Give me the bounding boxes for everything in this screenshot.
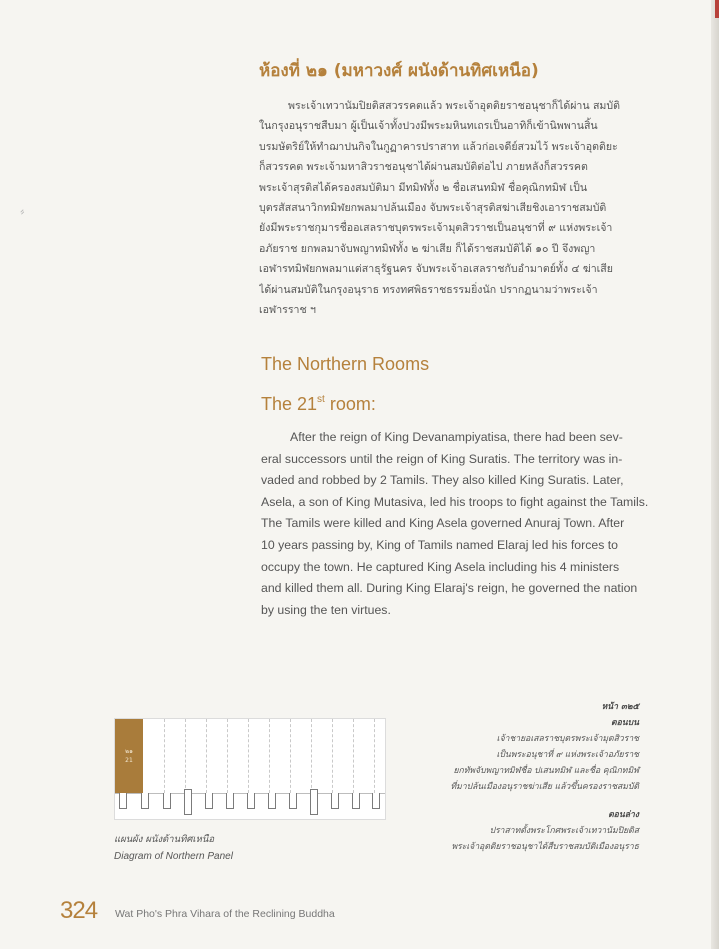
thai-line: บรมษัตริย์ให้ทำฌาปนกิจในกูฏาคารปราสาท แล้วก่อเจดีย์สวมไว้ พระเจ้าอุตติยะ [259,140,618,153]
caption-upper-heading: ตอนบน [611,718,639,728]
thai-line: เอฬารราช ฯ [259,304,317,317]
thai-line: อภัยราช ยกพลมาจับพญาทมิฬทั้ง ๒ ฆ่าเสีย ก็ได้ราชสมบัติได้ ๑๐ ปี จึงพญา [259,242,596,255]
thai-line: ก็สวรรคต พระเจ้ามหาสิวราชอนุชาได้ผ่านสมบัติต่อไป ภายหลังก็สวรรคต [259,161,588,174]
thai-line: บุตรสัสสนาวิกทมิฬยกพลมาปล้นเมือง จับพระเจ้าสุรติสฆ่าเสียชิงเอาราชสมบัติ [259,202,607,215]
english-body-text [261,427,681,621]
door [141,793,149,809]
door [289,793,297,809]
thai-line: เอฬารทมิฬยกพลมาแต่สาธุรัฐนคร จับพระเจ้าอเสลราชกับอำมาตย์ทั้ง ๔ ฆ่าเสีย [259,263,613,276]
panel-divider [290,719,291,793]
caption-line: เจ้าชายอเสลราชบุตรพระเจ้ามุตสิวราช [496,734,639,744]
thai-room-title: ห้องที่ ๒๑ (มหาวงศ์ ผนังด้านทิศเหนือ) [259,61,539,81]
thai-line: พระเจ้าสุรติสได้ครองสมบัติมา มีทมิฬทั้ง ๒ ชื่อเสนทมิฬ ชื่อคุณิกทมิฬ เป็น [259,181,588,194]
panel-divider [227,719,228,793]
page-number: 324 [60,897,98,924]
caption-line: เป็นพระอนุชาที่ ๙ แห่งพระเจ้าอภัยราช [496,750,639,760]
panel-divider [248,719,249,793]
thai-line: พระเจ้าเทวานัมปิยติสสวรรคตแล้ว พระเจ้าอุตติยราชอนุชาก็ได้ผ่าน สมบัติ [288,100,621,112]
section-title: The Northern Rooms [261,354,430,374]
caption-line: ที่มาปล้นเมืองอนุราชฆ่าเสีย แล้วขึ้นครองราชสมบัติ [450,782,639,792]
panel-divider [269,719,270,793]
running-footer-title: Wat Pho's Phra Vihara of the Reclining Buddha [115,908,335,920]
book-spine [711,0,719,949]
english-line: The Tamils were killed and King Asela governed Anuraj Town. After [261,516,625,531]
diagram-caption-english: Diagram of Northern Panel [114,851,233,862]
door [119,793,127,809]
panel-divider [206,719,207,793]
english-line: 10 years passing by, King of Tamils named Elaraj led his forces to [261,537,619,552]
door [205,793,213,809]
door [184,789,192,815]
panel-divider [185,719,186,793]
english-line: After the reign of King Devanampiyatisa, there had been sev- [290,430,623,444]
caption-line: ยกทัพจับพญาทมิฬชื่อ ปเสนทมิฬ และชื่อ คุณิกทมิฬ [453,766,639,776]
panel-divider [164,719,165,793]
thai-line: ได้ผ่านสมบัติในกรุงอนุราธ ทรงทศพิธราชธรรมยิ่งนัก ปรากฏนามว่าพระเจ้า [259,283,598,296]
diagram-caption-thai: แผนผัง ผนังด้านทิศเหนือ [114,834,215,845]
english-line: vaded and robbed by 2 Tamils. They also killed King Suratis. Later, [261,473,624,488]
room-title-suffix: room: [324,394,376,414]
thai-body-text [259,96,683,320]
caption-line: พระเจ้าอุตติยราชอนุชาได้สืบราชสมบัติเมืองอนุราธ [451,842,639,852]
english-line: by using the ten virtues. [261,602,391,617]
spine-mark [715,0,719,18]
panel-thai-number: ๒๑ [125,748,133,755]
door [163,793,171,809]
door [247,793,255,809]
mural-captions [309,699,639,855]
caption-page-ref: หน้า ๓๒๕ [601,702,639,712]
english-line: occupy the town. He captured King Asela including his 4 ministers [261,559,620,574]
thai-line: ในกรุงอนุราชสืบมา ผู้เป็นเจ้าทั้งปวงมีพระมหินทเถรเป็นอาทิก็เข้านิพพานสิ้น [259,120,598,133]
panel-21-highlight [115,719,143,793]
room-title-prefix: The 21 [261,394,318,414]
panel-number: 21 [125,757,133,764]
door [268,793,276,809]
caption-lower-heading: ตอนล่าง [608,810,639,820]
thai-line: ยังมีพระราชกุมารชื่ออเสลราชบุตรพระเจ้ามุตสิวราชเป็นอนุชาที่ ๙ แห่งพระเจ้า [259,222,613,235]
door [226,793,234,809]
english-line: and killed them all. During King Elaraj's reign, he governed the nation [261,581,638,596]
english-line: Asela, a son of King Mutasiva, led his troops to fight against the Tamils. [261,494,649,509]
room-title-sup: st [317,394,325,405]
stray-mark: ⸗ [17,203,27,219]
caption-line: ปราสาทตั้งพระโกศพระเจ้าเทวานัมปิยติส [489,826,639,836]
english-line: eral successors until the reign of King Suratis. The territory was in- [261,451,623,466]
room-title [261,394,376,415]
